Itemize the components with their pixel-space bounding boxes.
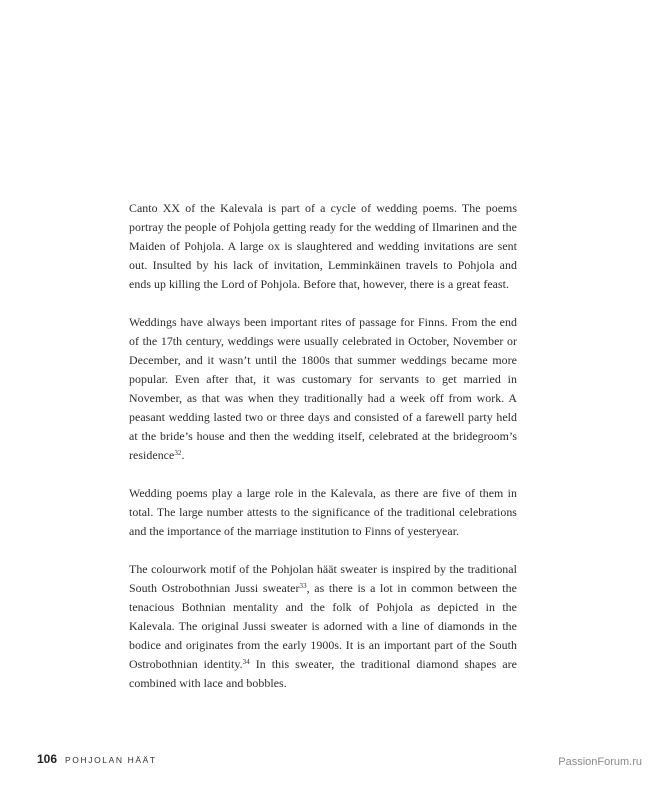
paragraph-2-period: . <box>181 448 185 462</box>
footnote-ref-32: 32 <box>174 449 182 457</box>
footnote-ref-33: 33 <box>299 582 307 590</box>
paragraph-1: Canto XX of the Kalevala is part of a cycle of wedding poems. The poems portray the people of Pohjola getting ready for the wedding of Ilmarinen and the Maiden of Pohjola. A large ox is slaughtered and wedding invitations are sent out. Insulted by his lack of invitation, Lemminkäinen travels to Pohjola and ends up killing the Lord of Pohjola. Before that, however, there is a great feast. <box>129 201 517 291</box>
footnote-ref-34: 34 <box>242 658 250 666</box>
paragraph-4-text-3: In this sweater, the traditional diamond shapes are combined with lace and bobbles. <box>129 657 517 690</box>
body-text <box>129 199 517 693</box>
paragraph-4-text-1: The colourwork motif of the Pohjolan häät sweater is inspired by the traditional South Ostrobothnian Jussi sweater <box>129 562 517 595</box>
paragraph-2-text: Weddings have always been important rites of passage for Finns. From the end of the 17th century, weddings were usually celebrated in October, November or December, and it wasn’t until the 1800s that summer weddings became more popular. Even after that, it was customary for servants to get married in November, as that was when they traditionally had a week off from work. A peasant wedding lasted two or three days and consisted of a farewell party held at the bride’s house and then the wedding itself, celebrated at the bridegroom’s residence <box>129 315 517 462</box>
running-title: POHJOLAN HÄÄT <box>65 755 157 765</box>
page-footer <box>37 752 157 766</box>
paragraph-4-text-2: , as there is a lot in common between the tenacious Bothnian mentality and the folk of Pohjola as depicted in the Kalevala. The original Jussi sweater is adorned with a line of diamonds in the bodice and originates from the early 1900s. It is an important part of the South Ostrobothnian identity. <box>129 581 517 671</box>
paragraph-4 <box>129 560 517 693</box>
page-number: 106 <box>37 752 58 766</box>
paragraph-3: Wedding poems play a large role in the Kalevala, as there are five of them in total. The large number attests to the significance of the traditional celebrations and the importance of the marriage institution to Finns of yesteryear. <box>129 486 517 538</box>
paragraph-2 <box>129 313 517 465</box>
watermark: PassionForum.ru <box>558 756 642 768</box>
